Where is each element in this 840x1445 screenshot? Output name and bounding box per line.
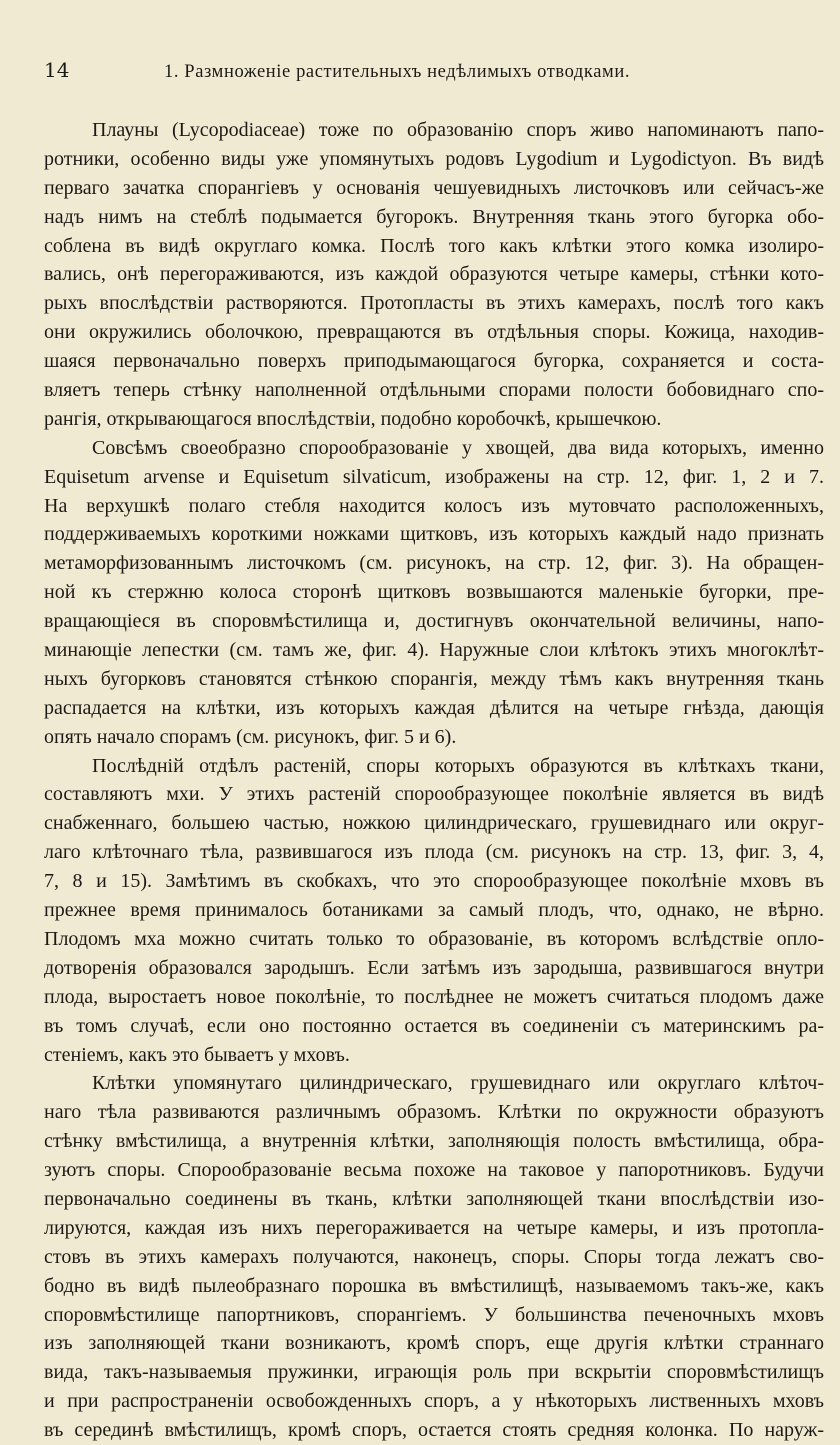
text-line: вались, онѣ перегораживаются, изъ каждой образуются четыре камеры, стѣнки кото- [44, 263, 824, 286]
page-number: 14 [44, 58, 70, 82]
text-line: На верхушкѣ полаго стебля находится колосъ изъ мутовчато расположенныхъ, [44, 494, 824, 517]
text-line: вляетъ теперь стѣнку наполненной отдѣльными спорами полости бобовиднаго спо- [44, 379, 824, 402]
text-line: ной къ стержню колоса сторонѣ щитковъ возвышаются маленькіе бугорки, пре- [44, 581, 824, 604]
text-line: стѣнку вмѣстилища, а внутреннія клѣтки, заполняющія полость вмѣстилища, обра- [44, 1130, 824, 1153]
text-line: вращающіеся въ споровмѣстилища и, достигнувъ окончательной величины, напо- [44, 610, 824, 633]
text-line: стовъ въ этихъ камерахъ получаются, наконецъ, споры. Споры тогда лежатъ сво- [44, 1245, 824, 1268]
text-line: въ томъ случаѣ, если оно постоянно остается въ соединеніи съ материнскимъ ра- [44, 1014, 824, 1037]
paragraph [44, 116, 824, 434]
text-line: лаго клѣточнаго тѣла, развившагося изъ плода (см. рисунокъ на стр. 13, фиг. 3, 4, [44, 841, 824, 864]
text-line: наго тѣла развиваются различнымъ образомъ. Клѣтки по окружности образуютъ [44, 1101, 824, 1124]
text-line: лируются, каждая изъ нихъ перегораживается на четыре камеры, и изъ протопла- [44, 1216, 824, 1239]
text-line: шаяся первоначально поверхъ приподымающагося бугорка, сохраняется и соста- [44, 350, 824, 373]
text-line: Послѣдній отдѣлъ растеній, споры которыхъ образуются въ клѣткахъ ткани, [92, 754, 824, 777]
text-line: рангія, открывающагося впослѣдствіи, подобно коробочкѣ, крышечкою. [44, 407, 662, 430]
text-line: распадается на клѣтки, изъ которыхъ каждая дѣлится на четыре гнѣзда, дающія [44, 696, 824, 719]
text-line: въ серединѣ вмѣстилищъ, кромѣ споръ, остается стоять средняя колонка. По наруж- [44, 1419, 824, 1442]
text-line: минающіе лепестки (см. тамъ же, фиг. 4). Наружные слои клѣтокъ этихъ многоклѣт- [44, 639, 824, 662]
text-line: рыхъ впослѣдствіи растворяются. Протопласты въ этихъ камерахъ, послѣ того какъ [44, 292, 824, 315]
text-line: опять начало спорамъ (см. рисунокъ, фиг. 5 и 6). [44, 725, 457, 748]
text-line: поддерживаемыхъ короткими ножками щитковъ, изъ которыхъ каждый надо признать [44, 523, 824, 546]
text-line: дотворенія образовался зародышъ. Если затѣмъ изъ зародыша, развившагося внутри [44, 956, 824, 979]
text-line: вида, такъ-называемыя пружинки, играющія роль при вскрытіи споровмѣстилищъ [44, 1361, 824, 1384]
text-line: зуютъ споры. Спорообразованіе весьма похоже на таковое у папоротниковъ. Будучи [44, 1159, 824, 1182]
text-line: ныхъ бугорковъ становятся стѣнкою спорангія, между тѣмъ какъ внутренняя ткань [44, 667, 824, 690]
text-line: Плодомъ мха можно считать только то образованіе, въ которомъ вслѣдствіе опло- [44, 927, 824, 950]
text-line: Плауны (Lycopodiaceae) тоже по образованію споръ живо напоминаютъ папо- [92, 119, 824, 141]
body-text [44, 116, 824, 1445]
text-line: и при распространеніи освобожденныхъ споръ, а у нѣкоторыхъ лиственныхъ мховъ [44, 1390, 824, 1413]
text-line: споровмѣстилище папортниковъ, спорангіемъ. У большинства печеночныхъ мховъ [44, 1303, 824, 1326]
paragraph [44, 752, 824, 1070]
text-line: прежнее время принималось ботаниками за самый плодъ, что, однако, не вѣрно. [44, 899, 824, 922]
text-line: ротники, особенно виды уже упомянутыхъ родовъ Lygodium и Lygodictyon. Въ видѣ [44, 147, 824, 170]
text-line: бодно въ видѣ пылеобразнаго порошка въ вмѣстилищѣ, называемомъ такъ-же, какъ [44, 1274, 824, 1297]
text-line: первоначально соединены въ ткань, клѣтки заполняющей ткани впослѣдствіи изо- [44, 1187, 824, 1210]
text-line: плода, выростаетъ новое поколѣніе, то послѣднее не можетъ считаться плодомъ даже [44, 985, 824, 1008]
text-line: соблена въ видѣ округлаго комка. Послѣ того какъ клѣтки этого комка изолиро- [44, 234, 824, 257]
text-line: составляютъ мхи. У этихъ растеній спорообразующее поколѣніе является въ видѣ [44, 783, 824, 806]
running-title: 1. Размноженіе растительныхъ недѣлимыхъ отводками. [164, 62, 631, 82]
text-line: Equisetum arvense и Equisetum silvaticum, изображены на стр. 12, фиг. 1, 2 и 7. [44, 465, 824, 488]
text-line: надъ нимъ на стеблѣ подымается бугорокъ. Внутренняя ткань этого бугорка обо- [44, 205, 824, 228]
text-line: снабженнаго, большею частью, ножкою цилиндрическаго, грушевиднаго или округ- [44, 812, 824, 835]
paragraph [44, 434, 824, 752]
page-header [44, 58, 812, 88]
text-line: стеніемъ, какъ это бываетъ у мховъ. [44, 1043, 350, 1066]
paragraph [44, 1069, 824, 1445]
text-line: они окружились оболочкою, превращаются въ отдѣльныя споры. Кожица, находив- [44, 321, 824, 344]
text-line: Совсѣмъ своеобразно спорообразованіе у хвощей, два вида которыхъ, именно [92, 436, 824, 459]
text-line: Клѣтки упомянутаго цилиндрическаго, грушевиднаго или округлаго клѣточ- [92, 1072, 824, 1095]
text-line: перваго зачатка спорангіевъ у основанія чешуевидныхъ листочковъ или сейчасъ-же [44, 176, 824, 199]
text-line: изъ заполняющей ткани возникаютъ, кромѣ споръ, еще другія клѣтки страннаго [44, 1332, 824, 1355]
text-line: метаморфизованнымъ листочкомъ (см. рисунокъ, на стр. 12, фиг. 3). На обращен- [44, 552, 824, 575]
text-line: 7, 8 и 15). Замѣтимъ въ скобкахъ, что это спорообразующее поколѣніе мховъ въ [44, 870, 824, 893]
